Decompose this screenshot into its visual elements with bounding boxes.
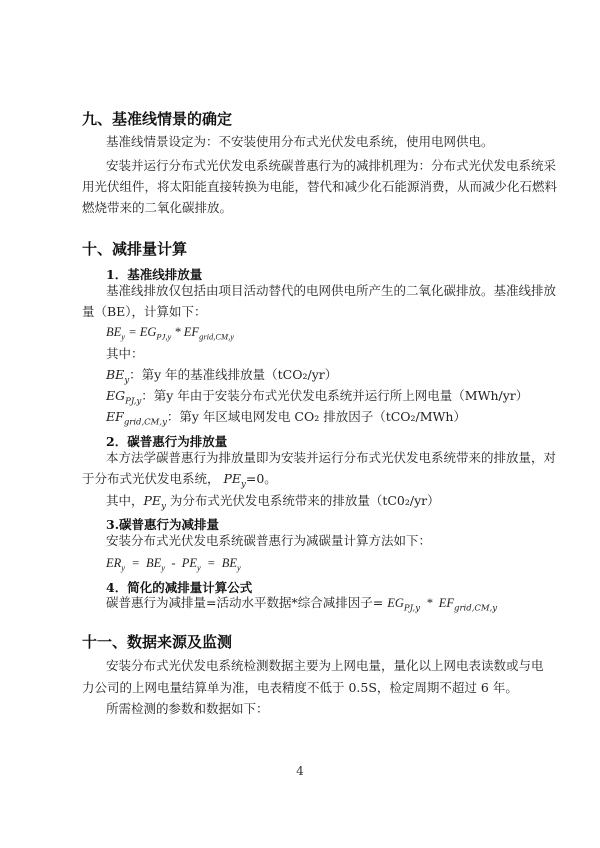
- section-9-paragraph-2-line-3: 燃烧带来的二氧化碳排放。: [82, 200, 233, 215]
- subsection-4-heading: 4．简化的减排量计算公式: [106, 580, 253, 595]
- subsection-1-paragraph-line-2: 量（BE），计算如下：: [82, 304, 207, 319]
- section-11-paragraph-2: 所需检测的参数和数据如下：: [106, 701, 269, 716]
- where-label: 其中：: [106, 346, 144, 361]
- section-9-paragraph-2-line-2: 用光伏组件，将太阳能直接转换为电能，替代和减少化石能源消费，从而减少化石燃料: [82, 179, 558, 194]
- subsection-3-heading: 3.碳普惠行为减排量: [106, 517, 220, 532]
- section-11-heading: 十一、数据来源及监测: [82, 633, 233, 651]
- subsection-2-paragraph-line-1: 本方法学碳普惠行为排放量即为安装并运行分布式光伏发电系统带来的排放量，对: [106, 450, 557, 465]
- section-10-heading: 十、减排量计算: [82, 240, 188, 258]
- subsection-3-paragraph: 安装分布式光伏发电系统碳普惠行为减碳量计算方法如下：: [106, 533, 432, 548]
- section-11-paragraph-1-line-1: 安装分布式光伏发电系统检测数据主要为上网电量，量化以上网电表读数或与电: [106, 658, 544, 673]
- reduction-formula: $ER_y = BE_y - PE_y = BE_y$: [106, 556, 241, 573]
- baseline-formula: $BE_y = EG_{PJ,y} * EF_{grid,CM,y}$: [106, 325, 235, 342]
- subsection-2-heading: 2．碳普惠行为排放量: [106, 434, 228, 449]
- simplified-formula-line: 碳普惠行为减排量=活动水平数据*综合减排因子= $EG_{PJ,y} * EF_{grid,CM,y}$: [106, 595, 498, 614]
- section-9-paragraph-2-line-1: 安装并运行分布式光伏发电系统碳普惠行为的减排机理为：分布式光伏发电系统采: [106, 158, 557, 173]
- subsection-2-paragraph-2: 其中，$PE_y$ 为分布式光伏发电系统带来的排放量（tC0₂/yr）: [106, 493, 440, 512]
- subsection-2-paragraph-line-2: 于分布式光伏发电系统， $PE_y=0$。: [82, 471, 277, 490]
- page-number: 4: [296, 764, 304, 778]
- subsection-1-paragraph-line-1: 基准线排放仅包括由项目活动替代的电网供电所产生的二氧化碳排放。基准线排放: [106, 283, 557, 298]
- section-11-paragraph-1-line-2: 力公司的上网电量结算单为准，电表精度不低于 0.5S，检定周期不超过 6 年。: [82, 680, 518, 695]
- section-9-paragraph-1: 基准线情景设定为：不安装使用分布式光伏发电系统，使用电网供电。: [106, 134, 494, 149]
- definition-be: $BE_y$：第y 年的基准线排放量（tCO₂/yr）: [106, 367, 338, 386]
- definition-eg: $EG_{PJ,y}$：第y 年由于安装分布式光伏发电系统并运行所上网电量（MWh/yr）: [106, 388, 529, 407]
- subsection-1-heading: 1．基准线排放量: [106, 267, 203, 282]
- section-9-heading: 九、基准线情景的确定: [82, 110, 233, 128]
- definition-ef: $EF_{grid,CM,y}$：第y 年区域电网发电 CO₂ 排放因子（tCO₂/MWh）: [106, 409, 466, 428]
